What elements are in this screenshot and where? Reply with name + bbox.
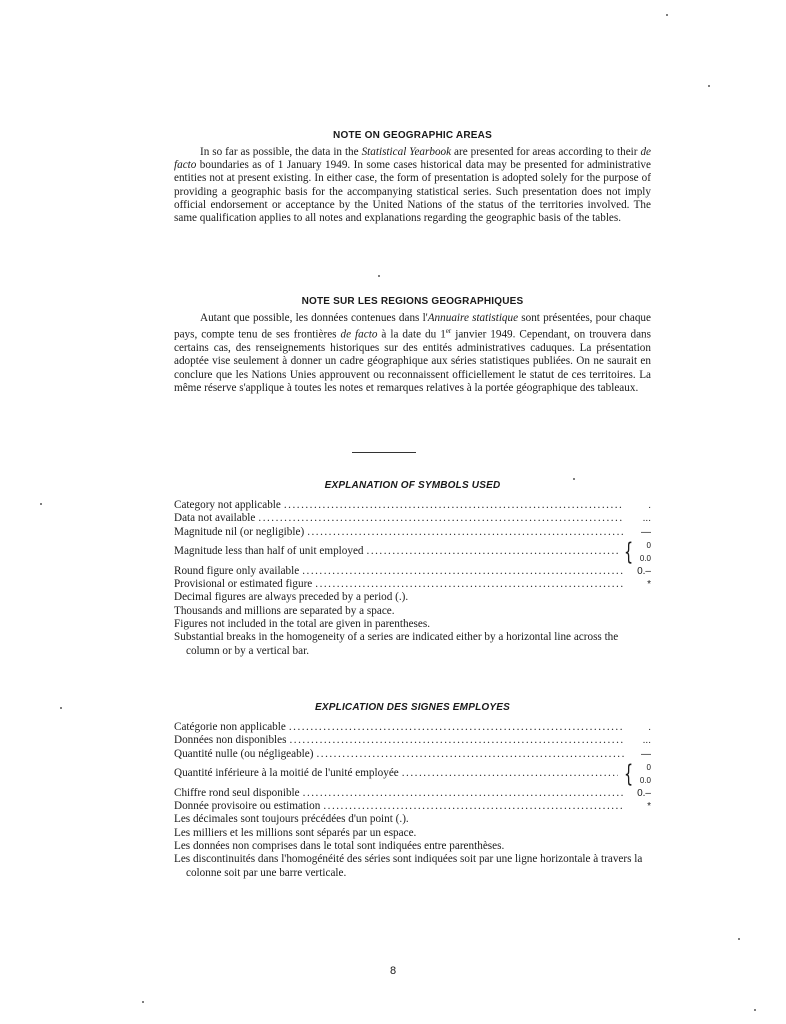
page-number: 8: [389, 965, 397, 977]
symbols-fr-title: EXPLICATION DES SIGNES EMPLOYES: [315, 702, 510, 713]
scan-speck: [754, 1009, 756, 1011]
geo-note-fr-text: Autant que possible, les données contenues dans l'Annuaire statistique sont présentées, pour chaque pays, compte tenu de ses frontières de facto à la date du 1er janvier 1949. Cependant, on trouvera dans certains cas, des renseignements historiques sur des entités administratives caduques. La présentation adoptée vise seulement à donner un cadre géographique aux séries statistiques publiées. On ne saurait en conclure que les Nations Unies approuvent ou reconnaissent officiellement le statut de ces territoires. La même réserve s'applique à toutes les notes et remarques relatives à la portée géographique des tableaux.: [174, 312, 651, 394]
symbol-value: —: [641, 748, 651, 760]
brace-icon: {: [624, 759, 634, 788]
symbol-note: Les discontinuités dans l'homogénéité des séries sont indiquées soit par une ligne horizontale à travers la colonne soit par une barre verticale.: [174, 853, 643, 879]
symbol-value: *: [647, 579, 651, 591]
symbol-row: Quantité inférieure à la moitié de l'unité employée ..... { 0 0.0: [174, 761, 651, 787]
symbol-note: Les données non comprises dans le total sont indiquées entre parenthèses.: [174, 840, 505, 853]
symbols-en-list: [174, 499, 651, 658]
scan-speck: [378, 275, 380, 277]
symbol-value: 0: [646, 762, 651, 772]
symbol-value: 0.–: [637, 565, 651, 577]
symbols-en: [174, 480, 651, 658]
symbol-row: Round figure only available ..... 0.–: [174, 565, 651, 578]
symbol-row: Donnée provisoire ou estimation ..... *: [174, 800, 651, 813]
symbol-value: 0: [646, 540, 651, 550]
symbol-value: ...: [642, 735, 651, 747]
symbols-fr-list: [174, 721, 651, 880]
symbol-note: Substantial breaks in the homogeneity of a series are indicated either by a horizontal line across the column or by a vertical bar.: [174, 631, 619, 657]
symbol-value: 0.0: [639, 553, 651, 563]
geo-note-en: [174, 130, 651, 225]
scan-speck: [573, 478, 575, 480]
symbol-value: 0.–: [637, 787, 651, 799]
scan-speck: [708, 85, 710, 87]
symbols-en-title: EXPLANATION OF SYMBOLS USED: [324, 480, 501, 491]
symbol-value: —: [641, 526, 651, 538]
symbol-row: Magnitude nil (or negligible) ..... —: [174, 526, 651, 539]
brace-icon: {: [624, 537, 634, 566]
symbol-row: Data not available ..... ...: [174, 512, 651, 525]
symbol-row: Provisional or estimated figure ..... *: [174, 578, 651, 591]
geo-note-en-title: NOTE ON GEOGRAPHIC AREAS: [333, 130, 492, 141]
symbol-value: .: [648, 722, 651, 733]
symbol-row: Catégorie non applicable ..... .: [174, 721, 651, 734]
symbol-row: Données non disponibles ..... ...: [174, 734, 651, 747]
symbol-note: Decimal figures are always preceded by a period (.).: [174, 591, 409, 604]
symbol-row: Magnitude less than half of unit employed ..... { 0 0.0: [174, 539, 651, 565]
geo-note-fr-title: NOTE SUR LES REGIONS GEOGRAPHIQUES: [301, 296, 524, 307]
symbol-note: Les milliers et les millions sont séparés par un espace.: [174, 826, 417, 839]
scan-speck: [142, 1001, 144, 1003]
scan-speck: [60, 707, 62, 709]
symbol-value: ...: [642, 513, 651, 525]
geo-note-fr: [174, 296, 651, 395]
symbols-fr: [174, 702, 651, 880]
symbol-value: *: [647, 801, 651, 813]
symbol-row: Category not applicable ..... .: [174, 499, 651, 512]
symbol-row: Quantité nulle (ou négligeable) ..... —: [174, 748, 651, 761]
symbol-note: Thousands and millions are separated by a space.: [174, 604, 395, 617]
scan-speck: [666, 14, 668, 16]
symbol-note: Les décimales sont toujours précédées d'un point (.).: [174, 813, 409, 826]
section-divider: [352, 452, 416, 453]
symbol-row: Chiffre rond seul disponible ..... 0.–: [174, 787, 651, 800]
symbol-note: Figures not included in the total are given in parentheses.: [174, 618, 431, 631]
geo-note-en-text: In so far as possible, the data in the Statistical Yearbook are presented for areas according to their de facto boundaries as of 1 January 1949. In some cases historical data may be presented for administrative entities not at present existing. In either case, the form of presentation is adopted solely for the purpose of providing a geographic basis for the accompanying statistical series. Such presentation does not imply official endorsement or acceptance by the United Nations of the status of the territories involved. The same qualification applies to all notes and explanations regarding the geographic basis of the tables.: [174, 146, 652, 225]
symbol-value: .: [648, 500, 651, 511]
scan-speck: [40, 503, 42, 505]
scan-speck: [738, 938, 740, 940]
symbol-value: 0.0: [639, 775, 651, 785]
